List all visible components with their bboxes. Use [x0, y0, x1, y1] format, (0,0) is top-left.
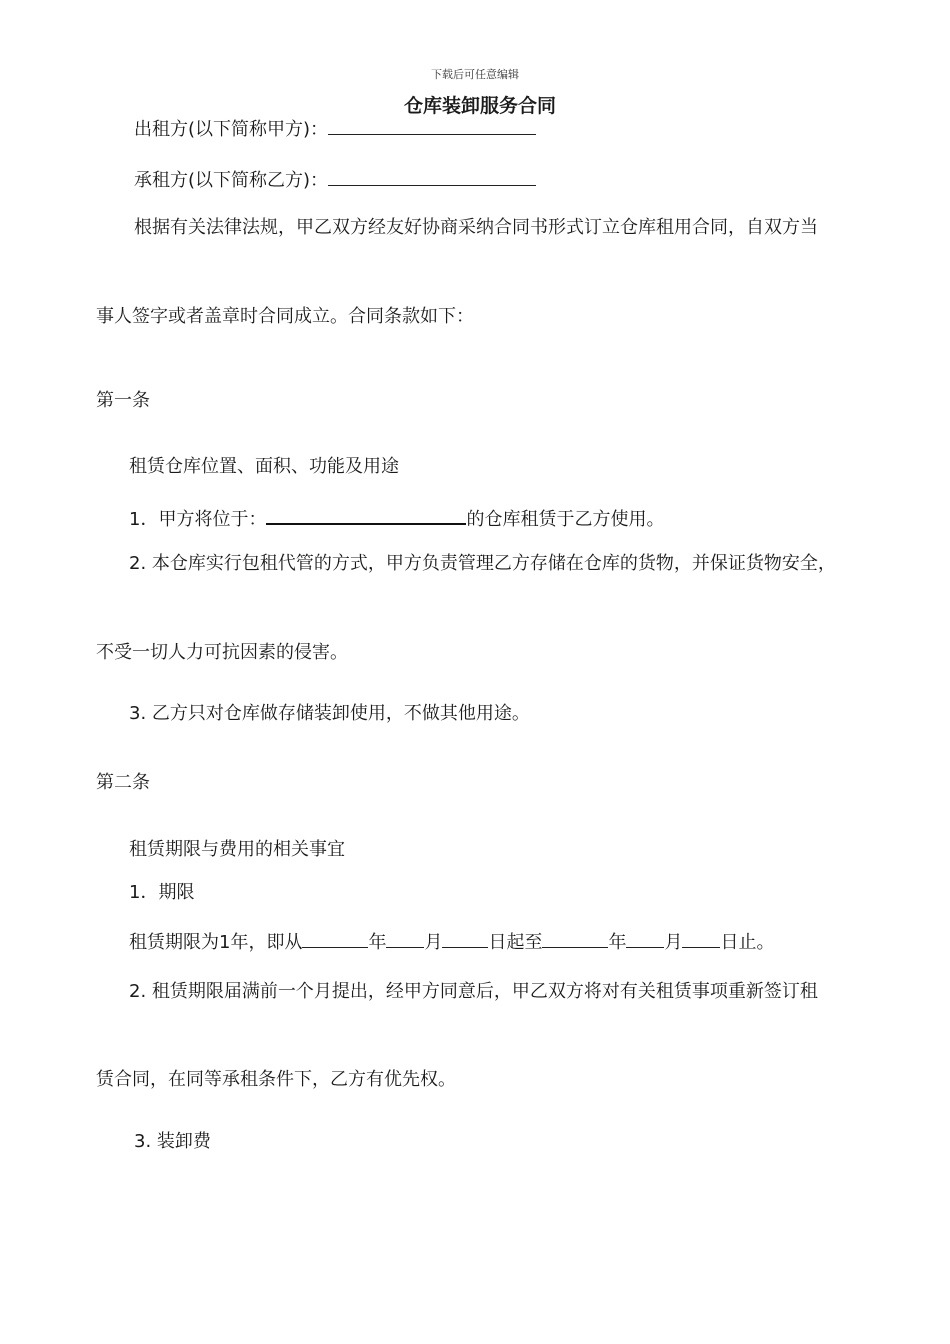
- year-label: 年: [368, 932, 387, 953]
- article1-subject: 租赁仓库位置、面积、功能及用途: [129, 456, 399, 477]
- item-text: 本仓库实行包租代管的方式，甲方负责管理乙方存储在仓库的货物，并保证货物安全，: [146, 553, 836, 574]
- end-day-blank: [682, 929, 720, 948]
- article2-item3: [134, 1130, 211, 1154]
- header-note: 下载后可任意编辑: [431, 68, 519, 81]
- start-month-blank: [386, 929, 424, 948]
- lessor-label: 出租方(以下简称甲方)：: [134, 119, 329, 140]
- item-number: 2.: [129, 553, 147, 574]
- intro-paragraph: 根据有关法律法规，甲乙双方经友好协商采纳合同书形式订立仓库租用合同，自双方当: [134, 217, 818, 238]
- item-number: 1．: [129, 509, 159, 530]
- item-text: 的仓库租赁于乙方使用。: [466, 509, 665, 530]
- article2-subject: 租赁期限与费用的相关事宜: [129, 839, 345, 860]
- item-text: 乙方只对仓库做存储装卸使用，不做其他用途。: [146, 703, 530, 724]
- article2-item1: [129, 881, 194, 905]
- item-number: 2.: [129, 981, 147, 1002]
- item-text: 装卸费: [151, 1131, 211, 1152]
- article1-item2: [129, 552, 836, 576]
- lessee-label: 承租方(以下简称乙方)：: [134, 170, 329, 191]
- item-number: 3.: [129, 703, 147, 724]
- article2-item2-continuation: 赁合同，在同等承租条件下，乙方有优先权。: [96, 1069, 456, 1090]
- lessor-line: [134, 116, 536, 142]
- year-label: 年: [608, 932, 627, 953]
- month-label: 月: [424, 932, 443, 953]
- location-blank: [266, 505, 466, 525]
- article2-item2: [129, 980, 818, 1004]
- day-label: 日起至: [488, 932, 543, 953]
- article2-heading: 第二条: [96, 772, 150, 793]
- item-number: 3.: [134, 1131, 152, 1152]
- article1-item1: [129, 505, 664, 532]
- article1-item2-continuation: 不受一切人力可抗因素的侵害。: [96, 642, 348, 663]
- end-year-blank: [542, 929, 608, 948]
- day-label: 日止。: [720, 932, 775, 953]
- lessee-line: [134, 167, 536, 193]
- page-title: 仓库装卸服务合同: [403, 95, 556, 117]
- term-text: 租赁期限为: [129, 932, 219, 953]
- term-number: 1: [219, 932, 231, 953]
- month-label: 月: [664, 932, 683, 953]
- term-text: 年，即从: [230, 932, 303, 953]
- item-text: 甲方将位于：: [158, 509, 267, 530]
- term-line: [129, 929, 774, 955]
- item-text: 租赁期限届满前一个月提出，经甲方同意后，甲乙双方将对有关租赁事项重新签订租: [146, 981, 818, 1002]
- article1-heading: 第一条: [96, 390, 150, 411]
- lessee-blank: [328, 167, 536, 186]
- item-number: 1．: [129, 882, 159, 903]
- lessor-blank: [328, 116, 536, 135]
- article1-item3: [129, 702, 530, 726]
- end-month-blank: [626, 929, 664, 948]
- item-text: 期限: [158, 882, 195, 903]
- start-year-blank: [302, 929, 368, 948]
- intro-continuation: 事人签字或者盖章时合同成立。合同条款如下：: [96, 306, 474, 327]
- start-day-blank: [442, 929, 488, 948]
